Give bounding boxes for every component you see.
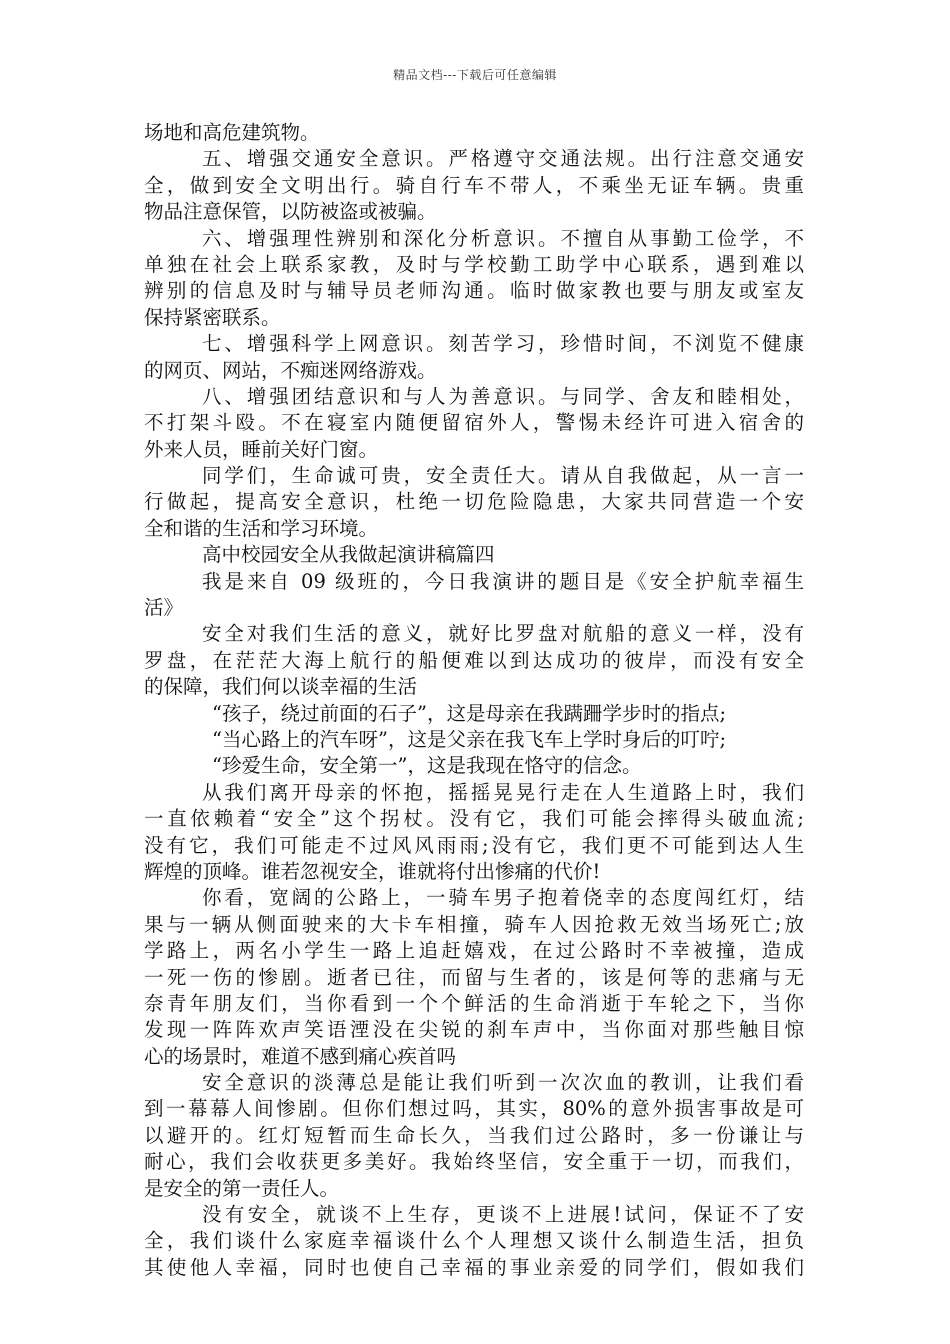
text-line: 心的场景时，难道不感到痛心疾首吗 [144,1044,457,1068]
text-line: 到一幕幕人间惨剧。但你们想过吗，其实，80%的意外损害事故是可 [144,1097,804,1121]
text-line: 高中校园安全从我做起演讲稿篇四 [202,543,495,567]
text-line: 的保障，我们何以谈幸福的生活 [144,675,418,699]
text-line: 六、增强理性辨别和深化分析意识。不擅自从事勤工俭学，不 [202,226,804,250]
text-line: 全，做到安全文明出行。骑自行车不带人，不乘坐无证车辆。贵重 [144,173,804,197]
text-line: 七、增强科学上网意识。刻苦学习，珍惜时间，不浏览不健康 [202,332,804,356]
text-line: 五、增强交通安全意识。严格遵守交通法规。出行注意交通安 [202,147,804,171]
text-line: 我是来自 09 级班的，今日我演讲的题目是《安全护航幸福生 [202,569,804,593]
text-line: 外来人员，睡前关好门窗。 [144,437,379,461]
text-line: 全和谐的生活和学习环境。 [144,516,379,540]
text-line: 单独在社会上联系家教，及时与学校勤工助学中心联系，遇到难以 [144,252,804,276]
text-line: 物品注意保管，以防被盗或被骗。 [144,200,437,224]
text-line: 行做起，提高安全意识，杜绝一切危险隐患，大家共同营造一个安 [144,490,804,514]
text-line: 没有安全，就谈不上生存，更谈不上进展!试问，保证不了安 [202,1203,804,1227]
text-line: 安全意识的淡薄总是能让我们听到一次次血的教训，让我们看 [202,1071,804,1095]
text-line: “珍爱生命，安全第一”，这是我现在恪守的信念。 [212,754,642,778]
text-line: 一死一伤的惨剧。逝者已往，而留与生者的，该是何等的悲痛与无 [144,965,804,989]
text-line: 学路上，两名小学生一路上追赶嬉戏，在过公路时不幸被撞，造成 [144,939,804,963]
text-line: 八、增强团结意识和与人为善意识。与同学、舍友和睦相处， [202,384,804,408]
text-line: 辉煌的顶峰。谁若忽视安全，谁就将付出惨痛的代价! [144,859,601,883]
text-line: 安全对我们生活的意义，就好比罗盘对航船的意义一样，没有 [202,622,804,646]
text-line: 一直依赖着“安全”这个拐杖。没有它，我们可能会摔得头破血流; [144,807,804,831]
text-line: 罗盘，在茫茫大海上航行的船便难以到达成功的彼岸，而没有安全 [144,648,804,672]
page-header: 精品文档---下载后可任意编辑 [393,68,557,82]
text-line: 其使他人幸福，同时也使自己幸福的事业亲爱的同学们，假如我们 [144,1255,804,1279]
text-line: 你看，宽阔的公路上，一骑车男子抱着侥幸的态度闯红灯，结 [202,886,804,910]
text-line: 奈青年朋友们，当你看到一个个鲜活的生命消逝于车轮之下，当你 [144,991,804,1015]
text-line: 发现一阵阵欢声笑语湮没在尖锐的刹车声中，当你面对那些触目惊 [144,1018,804,1042]
text-line: 以避开的。红灯短暂而生命长久，当我们过公路时，多一份谦让与 [144,1123,804,1147]
text-line: 是安全的第一责任人。 [144,1176,340,1200]
text-line: 没有它，我们可能走不过风风雨雨;没有它，我们更不可能到达人生 [144,833,804,857]
text-line: “孩子，绕过前面的石子”，这是母亲在我蹒跚学步时的指点; [212,701,727,725]
text-line: 耐心，我们会收获更多美好。我始终坚信，安全重于一切，而我们， [144,1150,804,1174]
text-line: 保持紧密联系。 [144,305,281,329]
text-line: “当心路上的汽车呀”，这是父亲在我飞车上学时身后的叮咛; [212,727,727,751]
text-line: 辨别的信息及时与辅导员老师沟通。临时做家教也要与朋友或室友 [144,279,804,303]
document-body [144,120,804,1281]
text-line: 不打架斗殴。不在寝室内随便留宿外人，警惕未经许可进入宿舍的 [144,411,804,435]
text-line: 的网页、网站，不痴迷网络游戏。 [144,358,437,382]
text-line: 场地和高危建筑物。 [144,121,320,144]
text-line: 果与一辆从侧面驶来的大卡车相撞，骑车人因抢救无效当场死亡;放 [144,912,804,936]
text-line: 全，我们谈什么家庭幸福谈什么个人理想又谈什么制造生活，担负 [144,1229,804,1253]
text-line: 活》 [144,596,184,620]
text-line: 从我们离开母亲的怀抱，摇摇晃晃行走在人生道路上时，我们 [202,780,804,804]
text-line: 同学们，生命诚可贵，安全责任大。请从自我做起，从一言一 [202,464,804,488]
